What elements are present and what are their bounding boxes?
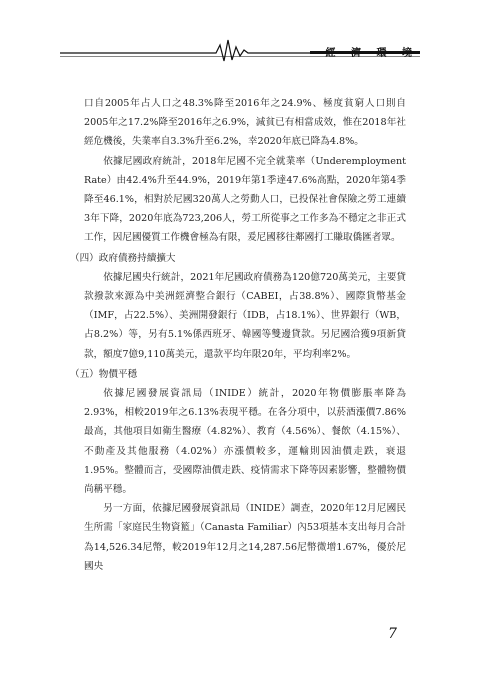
body-text [70, 94, 406, 576]
paragraph-basket: 另一方面，依據尼國發展資訊局（INIDE）調查，2020年12月尼國民生所需「家庭民生物資籃」（Canasta Familiar）內53項基本支出每月合計為14,526.34尼幣，較2019年12月之14,287.56尼幣微增1.67%，優於尼國央 [84, 503, 406, 572]
paragraph-poverty: 口自2005年占人口之48.3%降至2016年之24.9%、極度貧窮人口則自2005年之17.2%降至2016年之6.9%，減貧已有相當成效，惟在2018年社經危機後，失業率自3.3%升至6.2%，幸2020年底已降為4.8%。 [84, 98, 406, 148]
section-heading-prices: （五）物價平穩 [70, 368, 138, 380]
paragraph-debt: 依據尼國央行統計，2021年尼國政府債務為120億720萬美元，主要貸款撥款來源為中美洲經濟整合銀行（CABEI，占38.8%）、國際貨幣基金（IMF，占22.5%）、美洲開發銀行（IDB，占18.1%）、世界銀行（WB，占8.2%）等，另有5.1%係西班牙、韓國等雙邊貸款。另尼國洽獲9項新貸款，額度7億9,110萬美元，還款平均年限20年，平均利率2%。 [84, 271, 406, 360]
paragraph-inflation: 依據尼國發展資訊局（INIDE）統計，2020年物價膨脹率降為2.93%，相較2019年之6.13%表現平穩。在各分項中，以菸酒漲價7.86%最高，其他項目如衛生醫療（4.82%）、教育（4.56%）、餐飲（4.15%）、不動產及其他服務（4.02%）亦漲價較多，運輸則因油價走跌，衰退1.95%。整體而言，受國際油價走跌、疫情需求下降等因素影響，整體物價尚稱平穩。 [84, 388, 406, 496]
page-number: 7 [388, 626, 397, 642]
section-heading-debt: （四）政府債務持續擴大 [70, 252, 176, 264]
paragraph-underemployment: 依據尼國政府統計，2018年尼國不完全就業率（Underemployment Rate）由42.4%升至44.9%，2019年第1季達47.6%高點，2020年第4季降至46.1%，相對於尼國320萬人之勞動人口，已投保社會保險之勞工連續3年下降，2020年底為723,206人，勞工所從事之工作多為不穩定之非正式工作，因尼國優質工作機會極為有限，爰尼國移往鄰國打工賺取僑匯者眾。 [84, 155, 406, 244]
page-header [60, 36, 420, 62]
header-title: 經 濟 環 境 [325, 48, 418, 59]
